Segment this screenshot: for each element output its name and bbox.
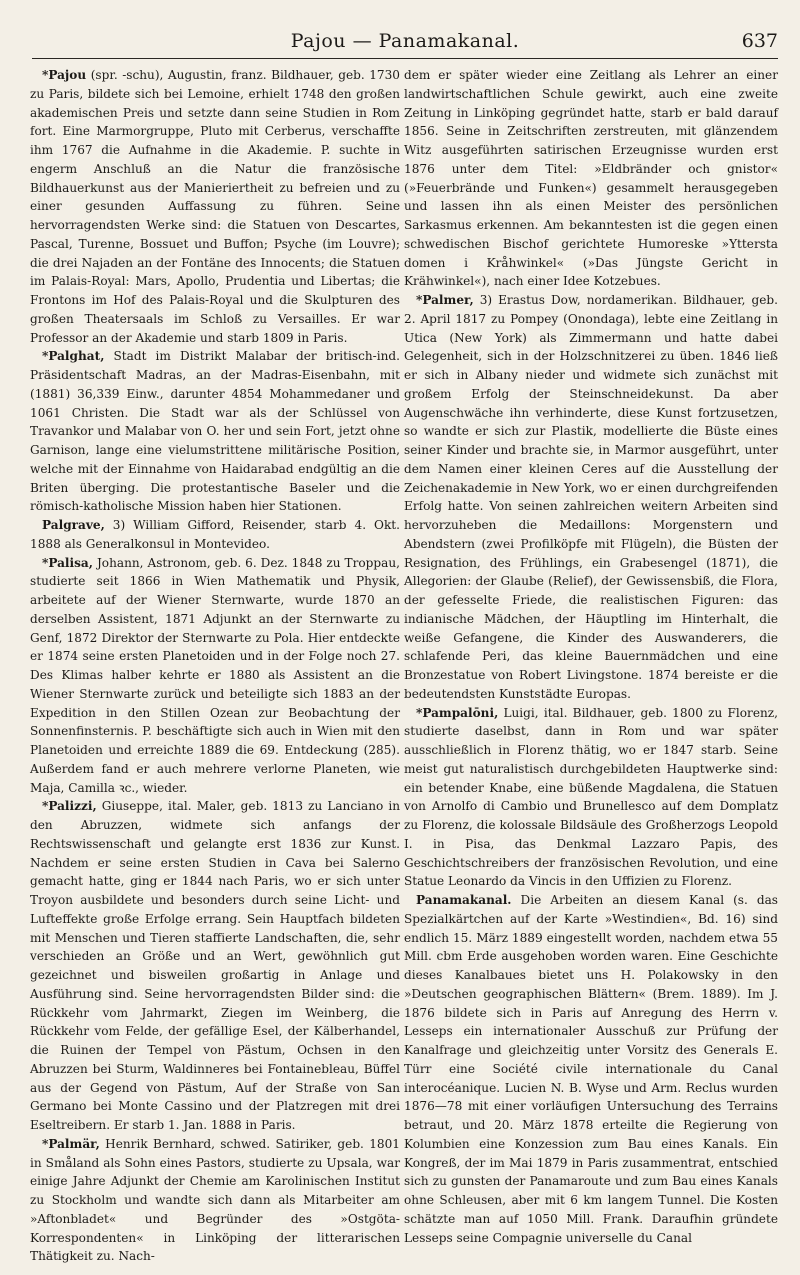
entry-palmaer-continued bbox=[404, 66, 778, 291]
entry-palgrave bbox=[30, 516, 400, 554]
entry-palmer bbox=[404, 291, 778, 704]
headword: Palgrave, bbox=[42, 518, 105, 532]
headword: Panamakanal. bbox=[416, 893, 512, 907]
headword: *Palghat, bbox=[42, 349, 105, 364]
headword: *Palizzi, bbox=[42, 799, 97, 814]
running-title: Pajou — Panamakanal. bbox=[290, 30, 520, 52]
entry-text: Johann, Astronom, geb. 6. Dez. 1848 zu Troppau, studierte seit 1866 in Wien Mathematik und Physik, arbeitete auf der Wiener Sternwarte, wurde 1870 an derselben Assistent, 1871 Adjunkt an der Sternwarte zu Genf, 1872 Direktor der Sternwarte zu Pola. Hier entdeckte er 1874 seine ersten Planetoiden und in der Folge noch 27. Des Klimas halber kehrte er 1880 als Assistent an die Wiener Sternwarte zurück und beteiligte sich 1883 an der Expedition in den Stillen Ozean zur Beobachtung der Sonnenfinsternis. P. beschäftigte sich auch in Wien mit den Planetoiden und erreichte 1889 die 69. Entdeckung (285). Außerdem fand er auch mehrere verlorne Planeten, wie Maja, Camilla ꝛc., wieder. bbox=[30, 555, 400, 795]
entry-palizzi bbox=[30, 797, 400, 1135]
entry-text: Giuseppe, ital. Maler, geb. 1813 zu Lanciano in den Abruzzen, widmete sich anfangs der Rechtswissenschaft und gelangte erst 1836 zur Kunst. Nachdem er seine ersten Studien in Cava bei Salerno gemacht hatte, ging er 1844 nach Paris, wo er sich unter Troyon ausbildete und besonders durch seine Licht- und Lufteffekte große Erfolge errang. Sein Hauptfach bildeten mit Menschen und Tieren staffierte Landschaften, die, sehr verschieden an Größe und an Wert, gewöhnlich gut gezeichnet und bisweilen großartig in Anlage und Ausführung sind. Seine hervorragendsten Bilder sind: die Rückkehr vom Jahrmarkt, Ziegen im Weinberg, die Rückkehr vom Felde, der gefällige Esel, der Kälberhandel, die Ruinen der Tempel von Pästum, Ochsen in den Abruzzen bei Sturm, Waldinneres bei Fontainebleau, Büffel aus der Gegend von Pästum, Auf der Straße von San Germano bei Monte Cassino und der Platzregen mit drei Eseltreibern. Er starb 1. Jan. 1888 in Paris. bbox=[30, 799, 400, 1132]
page-header bbox=[32, 28, 778, 59]
headword: *Palmer, bbox=[416, 293, 474, 307]
left-column bbox=[30, 66, 400, 1266]
entry-palghat bbox=[30, 347, 400, 516]
entry-text: 3) William Gifford, Reisender, starb 4. Okt. 1888 als Generalkonsul in Montevideo. bbox=[30, 518, 400, 551]
entry-pampaloni bbox=[404, 704, 778, 892]
entry-palmaer bbox=[30, 1135, 400, 1266]
entry-text: Luigi, ital. Bildhauer, geb. 1800 zu Florenz, studierte daselbst, dann in Rom und war später ausschließlich in Florenz thätig, wo er 1847 starb. Seine meist gut naturalistisch durchgebildeten Hauptwerke sind: ein betender Knabe, eine büßende Magdalena, die Statuen von Arnolfo di Cambio und Brunellesco auf dem Domplatz zu Florenz, die kolossale Bildsäule des Großherzogs Leopold I. in Pisa, das Denkmal Lazzaro Papis, des Geschichtschreibers der französischen Revolution, und eine Statue Leonardo da Vincis in den Uffizien zu Florenz. bbox=[404, 705, 778, 889]
entry-text: 3) Erastus Dow, nordamerikan. Bildhauer, geb. 2. April 1817 zu Pompey (Onondaga), lebte eine Zeitlang in Utica (New York) als Zimmermann und hatte dabei Gelegenheit, sich in der Holzschnitzerei zu üben. 1846 ließ er sich in Albany nieder und widmete sich zunächst mit großem Erfolg der Steinschneidekunst. Da aber Augenschwäche ihn verhinderte, diese Kunst fortzusetzen, so wandte er sich zur Plastik, modellierte die Büste eines seiner Kinder und brachte sie, in Marmor ausgeführt, unter dem Namen einer kleinen Ceres auf die Ausstellung der Zeichenakademie in New York, wo er einen durchgreifenden Erfolg hatte. Von seinen zahlreichen weitern Arbeiten sind hervorzuheben die Medaillons: Morgenstern und Abendstern (zwei Profilköpfe mit Flügeln), die Büsten der Resignation, des Frühlings, ein Grabesengel (1871), die Allegorien: der Glaube (Relief), der Gewissensbiß, die Flora, der gefesselte Friede, die realistischen Figuren: das indianische Mädchen, der Häuptling im Hinterhalt, die weiße Gefangene, die Kinder des Auswanderers, die schlafende Peri, das kleine Bauernmädchen und eine Bronzestatue von Robert Livingstone. 1874 bereiste er die bedeutendsten Kunststädte Europas. bbox=[404, 293, 778, 701]
headword: *Pampalōni, bbox=[416, 705, 499, 720]
page-number: 637 bbox=[741, 30, 778, 52]
entry-palisa bbox=[30, 554, 400, 798]
entry-text: (spr. -schu), Augustin, franz. Bildhauer, geb. 1730 zu Paris, bildete sich bei Lemoine, erhielt 1748 den großen akademischen Preis und setzte dann seine Studien in Rom fort. Eine Marmorgruppe, Pluto mit Cerberus, verschaffte ihm 1767 die Aufnahme in die Akademie. P. suchte in engerm Anschluß an die Natur die französische Bildhauerkunst aus der Manieriertheit zu befreien und zu einer gesunden Auffassung zu führen. Seine hervorragendsten Werke sind: die Statuen von Descartes, Pascal, Turenne, Bossuet und Buffon; Psyche (im Louvre); die drei Najaden an der Fontäne des Innocents; die Statuen im Palais-Royal: Mars, Apollo, Prudentia und Libertas; die Frontons im Hof des Palais-Royal und die Skulpturen des großen Theatersaals im Schloß zu Versailles. Er war Professor an der Akademie und starb 1809 in Paris. bbox=[30, 68, 400, 345]
entry-text: dem er später wieder eine Zeitlang als Lehrer an einer landwirtschaftlichen Schule gewirkt, auch eine zweite Zeitung in Linköping gegründet hatte, starb er bald darauf 1856. Seine in Zeitschriften zerstreuten, mit glänzendem Witz ausgeführten satirischen Erzeugnisse wurden erst 1876 unter dem Titel: »Eldbränder och gnistor« (»Feuerbrände und Funken«) gesammelt herausgegeben und lassen ihn als einen Meister des persönlichen Sarkasmus erkennen. Am bekanntesten ist die gegen einen schwedischen Bischof gerichtete Humoreske »Yttersta domen i Kråhwinkel« (»Das Jüngste Gericht in Krähwinkel«), nach einer Idee Kotzebues. bbox=[404, 68, 778, 289]
headword: *Palisa, bbox=[42, 555, 93, 570]
entry-text: Die Arbeiten an diesem Kanal (s. das Spezialkärtchen auf der Karte »Westindien«, Bd. 16) sind endlich 15. März 1889 eingestellt worden, nachdem etwa 55 Mill. cbm Erde ausgehoben worden waren. Eine Geschichte dieses Kanalbaues bietet uns H. Polakowsky in den »Deutschen geographischen Blättern« (Brem. 1889). Im J. 1876 bildete sich in Paris auf Anregung des Herrn v. Lesseps ein internationaler Ausschuß zur Prüfung der Kanalfrage und gleichzeitig unter Vorsitz des Generals E. Türr eine Société civile internationale du Canal interocéanique. Lucien N. B. Wyse und Arm. Reclus wurden 1876—78 mit einer vorläufigen Untersuchung des Terrains betraut, und 20. März 1878 erteilte die Regierung von Kolumbien eine Konzession zum Bau eines Kanals. Ein Kongreß, der im Mai 1879 in Paris zusammentrat, entschied sich zu gunsten der Panamaroute und zum Bau eines Kanals ohne Schleusen, aber mit 6 km langem Tunnel. Die Kosten schätzte man auf 1050 Mill. Frank. Daraufhin gründete Lesseps seine Compagnie universelle du Canal bbox=[404, 893, 778, 1245]
headword: *Pajou bbox=[42, 68, 87, 82]
entry-text: Henrik Bernhard, schwed. Satiriker, geb. 1801 in Småland als Sohn eines Pastors, studierte zu Upsala, war einige Jahre Adjunkt der Chemie am Karolinischen Institut zu Stockholm und wandte sich dann als Mitarbeiter am »Aftonbladet« und Begründer des »Ostgöta-Korrespondenten« in Linköping der litterarischen Thätigkeit zu. Nach- bbox=[30, 1136, 400, 1264]
entry-text: Stadt im Distrikt Malabar der britisch-ind. Präsidentschaft Madras, an der Madras-Eisenbahn, mit (1881) 36,339 Einw., darunter 4854 Mohammedaner und 1061 Christen. Die Stadt war als der Schlüssel von Travankor und Malabar von O. her und sein Fort, jetzt ohne Garnison, lange eine vielumstrittene militärische Position, welche mit der Einnahme von Haidarabad endgültig an die Briten überging. Die protestantische Baseler und die römisch-katholische Mission haben hier Stationen. bbox=[30, 349, 400, 514]
headword: *Palmär, bbox=[42, 1136, 100, 1151]
right-column bbox=[404, 66, 778, 1247]
entry-panamakanal bbox=[404, 891, 778, 1247]
entry-pajou bbox=[30, 66, 400, 347]
